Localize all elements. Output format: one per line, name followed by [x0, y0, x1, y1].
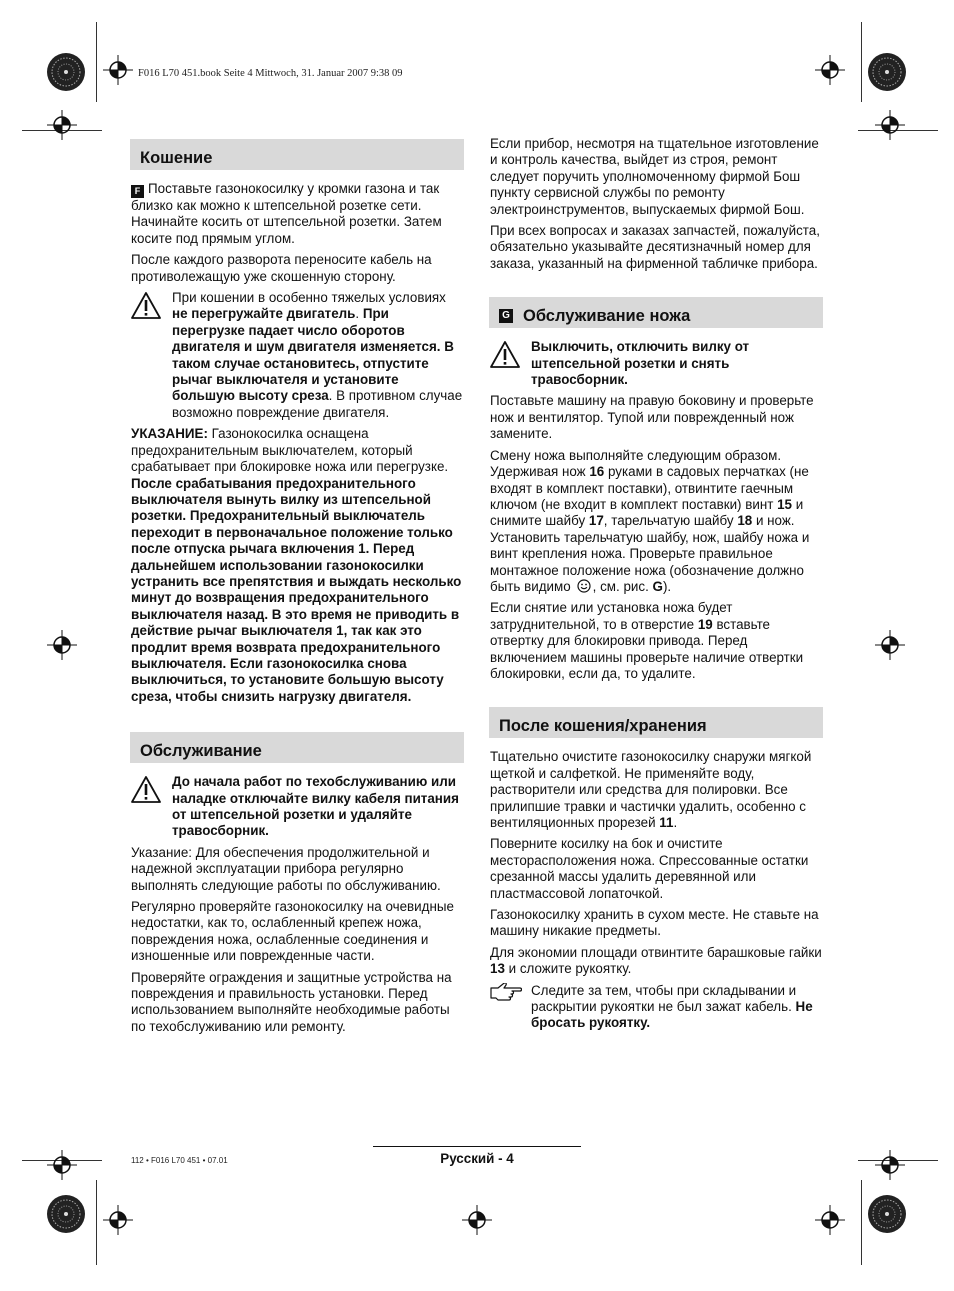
paragraph: Поставьте машину на правую боковину и проверьте нож и вентилятор. Тупой или поврежденный нож замените. [490, 393, 814, 442]
crop-line [861, 1180, 862, 1265]
registration-target-icon [815, 1205, 845, 1235]
paragraph-text: , см. рис. [592, 578, 653, 594]
note-label: УКАЗАНИЕ: [131, 426, 208, 442]
part-number: 17 [588, 513, 604, 529]
warning-triangle-icon [131, 292, 161, 320]
color-wheel-icon [46, 52, 86, 92]
registration-target-icon [47, 630, 77, 660]
pointing-hand-icon [490, 983, 522, 1001]
paragraph-text: Поставьте газонокосилку у кромки газона и так близко как можно к штепсельной розетке сети. Начинайте косить от штепсельной розетки. Затем косите под прямым углом. [131, 181, 442, 246]
warning-text-bold: При перегрузке падает число оборотов двигателя и шум двигателя изменяется. В таком случае остановитесь, отпустите рычаг выключателя и установите большую высоту среза [172, 306, 454, 404]
paragraph-text: Если снятие или установка ножа будет затруднительной, то в отверстие [490, 600, 733, 632]
paragraph: Указание: Для обеспечения продолжительной и надежной эксплуатации прибора регулярно выполнять следующие работы по обслуживанию. [131, 844, 441, 893]
warning-text-bold: не перегружайте двигатель [172, 306, 356, 322]
book-header-line: F016 L70 451.book Seite 4 Mittwoch, 31. Januar 2007 9:38 09 [138, 68, 403, 79]
paragraph-text: , тарельчатую шайбу [603, 513, 738, 529]
section-title-after-mowing-storage [489, 707, 823, 738]
paragraph-text: ). [662, 578, 672, 594]
registration-target-icon [875, 630, 905, 660]
paragraph [490, 448, 823, 596]
paragraph-text: Тщательно очистите газонокосилку снаружи мягкой щеткой и салфеткой. Не применяйте воду, растворители или средства для полировки. Все прилипшие травки и частички удалить, особенно с вентиляционных прорезей [490, 749, 812, 830]
warning-triangle-icon [131, 776, 161, 804]
section-title-maintenance [130, 732, 464, 763]
paragraph [490, 600, 823, 682]
section-title-maintenance-text: Обслуживание [140, 741, 262, 760]
tip-block [490, 983, 823, 1032]
crop-line [861, 22, 862, 102]
warning-block [131, 774, 464, 840]
warning-triangle-icon [490, 341, 520, 369]
registration-target-icon [103, 1205, 133, 1235]
part-number: 13 [490, 961, 505, 977]
paragraph: Газонокосилку хранить в сухом месте. Не ставьте на машину никакие предметы. [490, 907, 819, 939]
part-number: 19 [697, 616, 713, 632]
note-paragraph [131, 426, 464, 705]
paragraph-text: руками в садовых перчатках (не входят в комплект поставки), отвинтите гаечным ключом (не входит в комплект поставки) винт [490, 464, 809, 512]
section-title-blade-maintenance-text: Обслуживание ножа [523, 306, 691, 325]
registration-target-icon [815, 55, 845, 85]
warning-text: . В противном случае возможно повреждение двигателя. [172, 388, 463, 420]
registration-target-icon [462, 1205, 492, 1235]
paragraph-text: и снимите шайбу [490, 496, 804, 529]
footer-page-label: Русский - 4 [440, 1151, 514, 1166]
crop-line [96, 22, 97, 102]
registration-target-icon [103, 55, 133, 85]
figure-marker-f: F [131, 185, 144, 198]
warning-text-bold: Выключить, отключить вилку от штепсельной розетки и снять травосборник. [531, 339, 750, 388]
registration-target-icon [47, 1150, 77, 1180]
note-text: Газонокосилка оснащена предохранительным выключателем, который срабатывает при блокировке ножа или перегрузке. [131, 426, 449, 475]
tip-text: Следите за тем, чтобы при складывании и раскрытии рукоятки не был зажат кабель. [531, 982, 797, 1015]
registration-target-icon [47, 110, 77, 140]
paragraph-text: Для экономии площади отвинтите барашковые гайки [490, 944, 822, 960]
paragraph: После каждого разворота переносите кабель на противолежащую уже скошенную сторону. [131, 252, 432, 284]
section-title-after-mowing-storage-text: После кошения/хранения [499, 716, 707, 735]
paragraph [131, 181, 464, 247]
note-text-bold: После срабатывания предохранительного выключателя вынуть вилку из штепсельной розетки. Предохранительный выключатель переходит в первоначальное положение только после отпуска рычага включения 1. Перед дальнейшем использовании газонокосилки устранить все препятствия и выждать несколько минут до возвращения предохранительного выключателя назад. В это время не приводить в действие рычаг выключателя 1, так как это продлит время возврата предохранительного выключателя. Если газонокосилка снова выключиться, то установите большую высоту среза, чтобы снизить нагрузку двигателя. [131, 475, 462, 704]
part-number: 15 [777, 496, 792, 512]
paragraph: Проверяйте ограждения и защитные устройства на повреждения и правильность установки. Перед использованием выполняйте необходимые работы по техобслуживанию или ремонту. [131, 969, 452, 1034]
part-number: 11 [659, 815, 674, 830]
warning-block [131, 290, 464, 421]
figure-ref: G [652, 578, 663, 594]
left-column [131, 139, 464, 1040]
paragraph: Поверните косилку на бок и очистите месторасположения ножа. Спрессованные остатки срезанной массы удалить деревянной или пластмассовой лопаточкой. [490, 836, 809, 901]
warning-text: При кошении в особенно тяжелых условиях [172, 290, 446, 306]
warning-block [490, 339, 823, 388]
tip-text-bold: Не бросать рукоятку. [531, 999, 813, 1031]
paragraph: При всех вопросах и заказах запчастей, пожалуйста, обязательно указывайте десятизначный номер для заказа, указанный на фирменной табличке прибора. [490, 223, 820, 271]
section-title-mowing [130, 139, 464, 170]
paragraph-text: и сложите рукоятку. [504, 961, 632, 977]
section-title-blade-maintenance [489, 297, 823, 328]
footer-code: 112 • F016 L70 451 • 07.01 [131, 1156, 228, 1165]
paragraph: Регулярно проверяйте газонокосилку на очевидные недостатки, как то, ослабленный крепеж ножа, повреждения ножа, ослабленные соединения и изношенные или поврежденные части. [131, 899, 454, 964]
crop-line [96, 1180, 97, 1265]
warning-text: . [355, 306, 363, 322]
color-wheel-icon [46, 1194, 86, 1234]
paragraph-text: вставьте отвертку для блокировки привода. Перед включением машины проверьте наличие отвертки блокировки, если да, то удалите. [490, 616, 804, 681]
paragraph-text: . [673, 815, 678, 830]
section-title-mowing-text: Кошение [140, 148, 213, 167]
footer-divider [373, 1146, 581, 1147]
paragraph: Если прибор, несмотря на тщательное изготовление и контроль качества, выйдет из строя, ремонт следует поручить уполномоченному фирмой Бош пункту сервисной службы по ремонту электроинструментов, выпускаемых фирмой Бош. [490, 136, 819, 217]
paragraph [490, 749, 823, 831]
registration-target-icon [875, 110, 905, 140]
right-column [490, 136, 823, 1032]
warning-text-bold: До начала работ по техобслуживанию или наладке отключайте вилку кабеля питания от штепсельной розетки и удаляйте травосборник. [172, 774, 459, 839]
paragraph-text: Смену ножа выполняйте следующим образом. Удерживая нож [490, 447, 782, 480]
paragraph [490, 945, 823, 978]
part-number: 18 [737, 513, 753, 529]
figure-marker-g: G [499, 309, 513, 323]
color-wheel-icon [867, 52, 907, 92]
registration-target-icon [875, 1150, 905, 1180]
smiley-icon [577, 579, 591, 593]
part-number: 16 [589, 464, 605, 480]
color-wheel-icon [867, 1194, 907, 1234]
paragraph-text: и нож. Установить тарельчатую шайбу, нож, шайбу ножа и винт крепления ножа. Проверьте правильное монтажное положение ножа (обозначение должно быть видимо [490, 513, 810, 594]
